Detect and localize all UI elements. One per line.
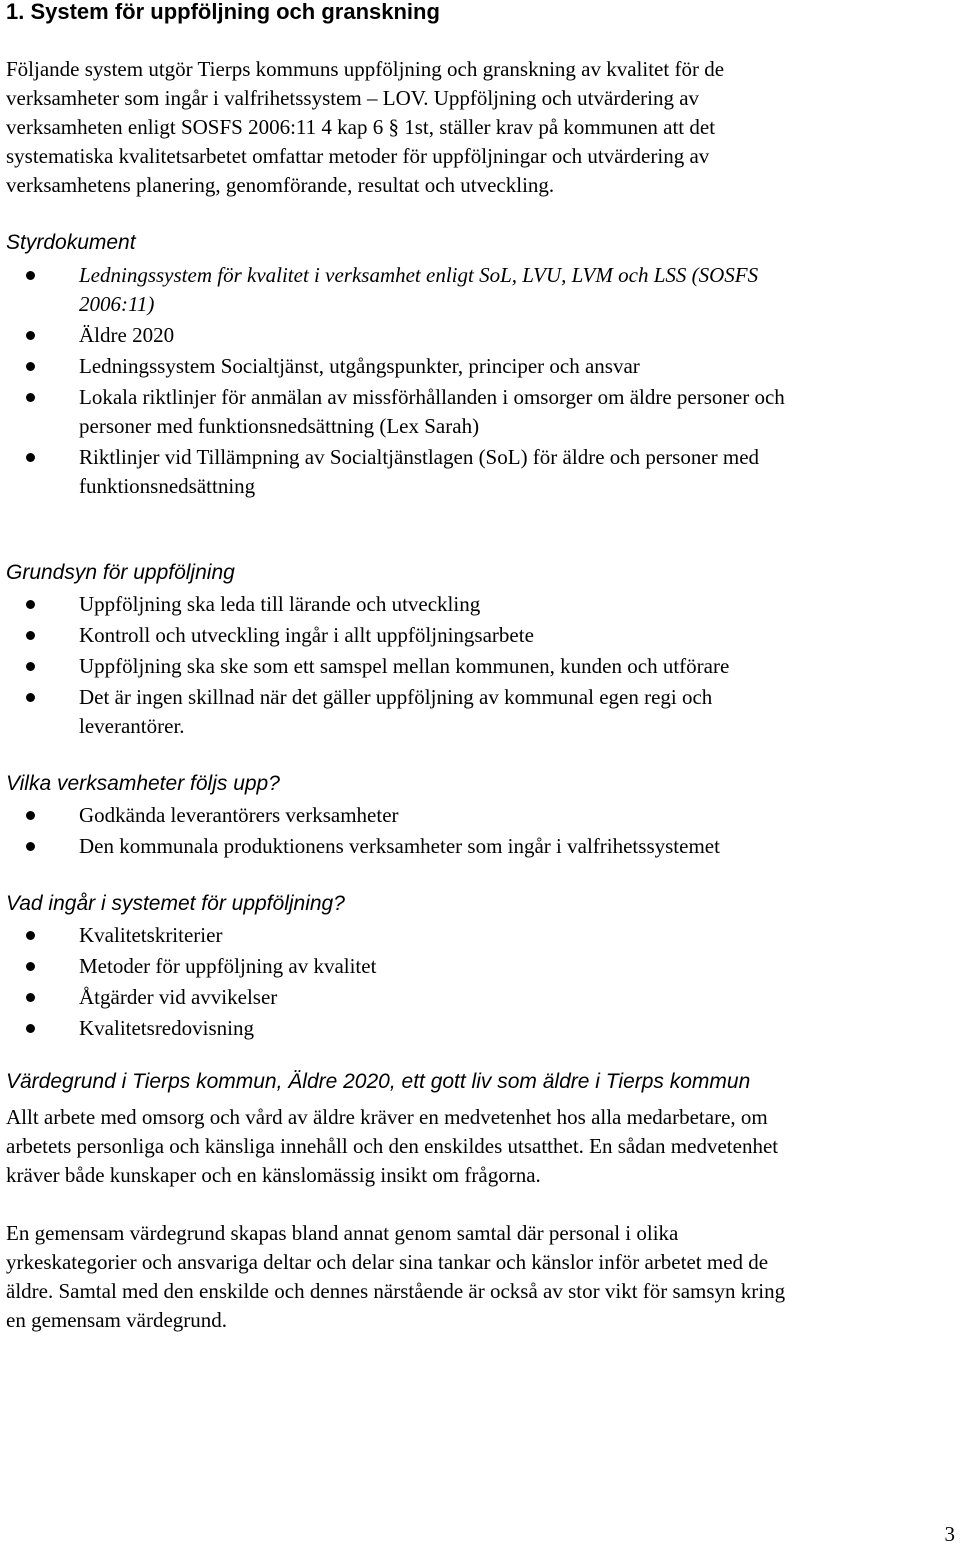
section-heading-grundsyn: Grundsyn för uppföljning xyxy=(6,561,235,584)
bullet-icon xyxy=(26,962,35,971)
bullet-icon xyxy=(26,631,35,640)
bullet-icon xyxy=(26,1024,35,1033)
styrdokument-list xyxy=(6,261,946,503)
intro-line: verksamheten enligt SOSFS 2006:11 4 kap 6 § 1st, ställer krav på kommunen att det xyxy=(6,115,716,139)
intro-line: verksamhetens planering, genomförande, resultat och utveckling. xyxy=(6,173,555,197)
list-item: Den kommunala produktionens verksamheter som ingår i valfrihetssystemet xyxy=(6,832,946,861)
bullet-icon xyxy=(26,362,35,371)
list-item: Uppföljning ska leda till lärande och utveckling xyxy=(6,590,946,619)
intro-paragraph xyxy=(6,55,951,200)
page-number: 3 xyxy=(944,1522,955,1546)
grundsyn-list xyxy=(6,590,946,743)
list-item: Ledningssystem för kvalitet i verksamhet enligt SoL, LVU, LVM och LSS (SOSFS 2006:11) xyxy=(6,261,946,319)
list-item: Kontroll och utveckling ingår i allt uppföljningsarbete xyxy=(6,621,946,650)
list-item: Kvalitetsredovisning xyxy=(6,1014,946,1043)
list-item: Ledningssystem Socialtjänst, utgångspunkter, principer och ansvar xyxy=(6,352,946,381)
bullet-icon xyxy=(26,600,35,609)
vardegrund-paragraph-2: En gemensam värdegrund skapas bland annat genom samtal där personal i olika yrkeskategorier och ansvariga deltar och delar sina tankar och känslor inför arbetet med de äldre. Samtal med den enskilde och dennes närstående är också av stor vikt för samsyn kring en gemensam värdegrund. xyxy=(6,1221,786,1332)
list-item: Godkända leverantörers verksamheter xyxy=(6,801,946,830)
list-item: Kvalitetskriterier xyxy=(6,921,946,950)
bullet-icon xyxy=(26,931,35,940)
bullet-icon xyxy=(26,393,35,402)
intro-line: Följande system utgör Tierps kommuns uppföljning och granskning av kvalitet för de xyxy=(6,57,725,81)
list-item: Riktlinjer vid Tillämpning av Socialtjänstlagen (SoL) för äldre och personer med funktionsnedsättning xyxy=(6,443,946,501)
bullet-icon xyxy=(26,811,35,820)
bullet-icon xyxy=(26,453,35,462)
bullet-icon xyxy=(26,842,35,851)
bullet-icon xyxy=(26,693,35,702)
section-heading-vad: Vad ingår i systemet för uppföljning? xyxy=(6,892,345,915)
list-item: Äldre 2020 xyxy=(6,321,946,350)
list-item: Det är ingen skillnad när det gäller uppföljning av kommunal egen regi och leverantörer. xyxy=(6,683,946,741)
vardegrund-paragraph-1: Allt arbete med omsorg och vård av äldre kräver en medvetenhet hos alla medarbetare, om arbetets personliga och känsliga innehåll och den enskildes utsatthet. En sådan medvetenhet kräver både kunskaper och en känslomässig insikt om frågorna. xyxy=(6,1105,779,1187)
list-item: Åtgärder vid avvikelser xyxy=(6,983,946,1012)
section-heading-styrdokument: Styrdokument xyxy=(6,231,136,254)
section-heading-vardegrund: Värdegrund i Tierps kommun, Äldre 2020, ett gott liv som äldre i Tierps kommun xyxy=(6,1070,751,1093)
bullet-icon xyxy=(26,993,35,1002)
list-item: Uppföljning ska ske som ett samspel mellan kommunen, kunden och utförare xyxy=(6,652,946,681)
vilka-list xyxy=(6,801,946,863)
bullet-icon xyxy=(26,662,35,671)
list-item: Lokala riktlinjer för anmälan av missförhållanden i omsorger om äldre personer och personer med funktionsnedsättning (Lex Sarah) xyxy=(6,383,946,441)
vad-list xyxy=(6,921,946,1045)
list-item: Metoder för uppföljning av kvalitet xyxy=(6,952,946,981)
section-heading-vilka: Vilka verksamheter följs upp? xyxy=(6,772,280,795)
page-title: 1. System för uppföljning och granskning xyxy=(6,0,440,24)
intro-line: verksamheter som ingår i valfrihetssystem – LOV. Uppföljning och utvärdering av xyxy=(6,86,700,110)
bullet-icon xyxy=(26,271,35,280)
intro-line: systematiska kvalitetsarbetet omfattar metoder för uppföljningar och utvärdering av xyxy=(6,144,710,168)
bullet-icon xyxy=(26,331,35,340)
